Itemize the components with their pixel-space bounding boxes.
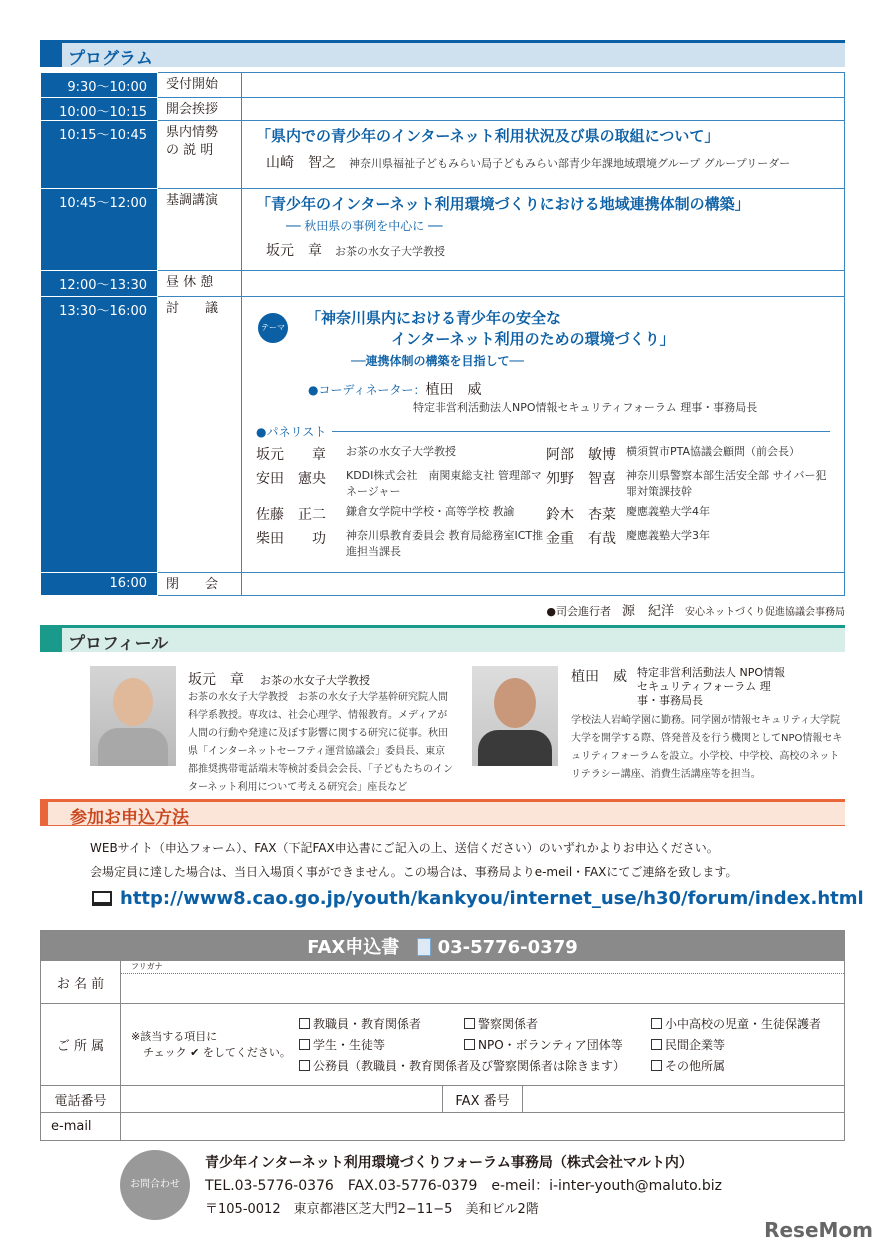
time: 10:00〜10:15 <box>41 98 158 121</box>
table-row <box>41 573 845 596</box>
panelist-affil: 慶應義塾大学4年 <box>626 505 710 518</box>
affiliation-label: ご 所 属 <box>41 1004 121 1086</box>
affiliation-options <box>299 1015 834 1074</box>
apply-text <box>90 836 737 884</box>
panelist-name: 金重 有哉 <box>546 531 616 547</box>
coordinator-label: ●コーディネーター： <box>308 383 426 397</box>
table-row <box>41 98 845 121</box>
session-label: 県内情勢 の 説 明 <box>158 121 242 189</box>
theme-subtitle: ──連携体制の構築を目指して── <box>351 354 524 368</box>
panelist-affil: 鎌倉女学院中学校・高等学校 教諭 <box>346 505 515 518</box>
session-label: 基調講演 <box>158 189 242 271</box>
contact-org: 青少年インターネット利用環境づくりフォーラム事務局（株式会社マルト内） <box>205 1155 693 1171</box>
profile-bio: お茶の水女子大学教授 お茶の水女子大学基幹研究院人間科学系教授。専攻は、社会心理学、情報教育。メディアが人間の行動や発達に及ぼす影響に関する研究に従事。秋田県「インターネットセーフティ運営協議会」委員長、東京都推奨携帯電話端末等検討委員会会長、「子どもたちのインターネット利用について考える研究会」座長など <box>188 692 453 793</box>
program-header <box>40 40 845 67</box>
email-label: e-mail <box>41 1113 121 1141</box>
mc-label: ●司会進行者 <box>546 605 611 618</box>
checkbox-option[interactable]: 小中高校の児童・生徒保護者 <box>651 1015 834 1032</box>
name-field[interactable] <box>121 961 845 1004</box>
checkbox-option[interactable]: NPO・ボランティア団体等 <box>464 1036 651 1053</box>
time: 9:30〜10:00 <box>41 73 158 98</box>
document-icon <box>417 938 431 956</box>
apply-line-2: 会場定員に達した場合は、当日入場頂く事ができません。この場合は、事務局よりe-meil・FAXにてご連絡を致します。 <box>90 865 738 879</box>
speaker-affil: 神奈川県福祉子どもみらい局子どもみらい部青少年課地域環境グループ グループリーダー <box>349 157 791 170</box>
mc-info <box>546 600 845 619</box>
panelist-label: ●パネリスト <box>256 425 327 439</box>
session-label: 昼 休 憩 <box>158 271 242 297</box>
header-bar <box>40 43 62 67</box>
checkbox-option[interactable]: 警察関係者 <box>464 1015 651 1032</box>
speaker: 坂元 章 <box>266 243 322 259</box>
time: 13:30〜16:00 <box>41 297 158 573</box>
fax-number: 03-5776-0379 <box>437 936 578 958</box>
time: 16:00 <box>41 573 158 596</box>
photo-sakamoto <box>90 666 176 766</box>
profile-heading: プロフィール <box>68 634 169 654</box>
profile-ueda <box>571 666 849 784</box>
furigana-label: フリガナ <box>121 961 844 974</box>
apply-header <box>40 799 845 826</box>
name-label: お 名 前 <box>41 961 121 1004</box>
apply-line-1: WEBサイト（申込フォーム）、FAX（下記FAX申込書にご記入の上、送信ください）のいずれかよりお申込ください。 <box>90 841 719 855</box>
resemom-logo: ReseMom <box>764 1218 873 1242</box>
profile-title: 特定非営利活動法人 NPO情報セキュリティフォーラム 理事・事務局長 <box>637 666 786 707</box>
program-heading: プログラム <box>68 49 153 69</box>
fax-form-title: FAX申込書 <box>307 936 400 958</box>
table-row <box>41 297 845 573</box>
coordinator-name: 植田 威 <box>425 382 482 398</box>
header-bar <box>40 628 62 652</box>
panelist-name: 安田 憲央 <box>256 471 326 487</box>
mc-name: 源 紀洋 <box>621 604 674 619</box>
contact-info <box>205 1152 722 1221</box>
theme-title-2: インターネット利用のための環境づくり」 <box>391 330 675 348</box>
time: 10:15〜10:45 <box>41 121 158 189</box>
panelist-name: 夘野 智喜 <box>546 471 616 487</box>
panelist-affil: お茶の水女子大学教授 <box>346 445 456 458</box>
note-2: チェック ✔ をしてください。 <box>143 1045 291 1059</box>
profile-name: 坂元 章 <box>188 672 244 688</box>
contact-address: 〒105-0012 東京都港区芝大門2−11−5 美和ビル2階 <box>205 1202 539 1217</box>
panelist-name: 阿部 敏博 <box>546 447 616 463</box>
panelist-affil: KDDI株式会社 南関東総支社 管理部マネージャー <box>346 469 542 498</box>
note-1: ※該当する項目に <box>131 1029 218 1043</box>
session-title: 「青少年のインターネット利用環境づくりにおける地域連携体制の構築」 <box>256 195 750 213</box>
session-label: 開会挨拶 <box>158 98 242 121</box>
table-row <box>41 121 845 189</box>
panelist-affil: 慶應義塾大学3年 <box>626 529 710 542</box>
panelist-affil: 横須賀市PTA協議会顧問（前会長） <box>626 445 801 458</box>
tel-field[interactable] <box>121 1086 443 1113</box>
fax-form <box>40 930 845 1141</box>
checkbox-option[interactable]: 学生・生徒等 <box>299 1036 464 1053</box>
fax-form-header <box>41 931 845 961</box>
apply-url-row <box>92 888 864 909</box>
checkbox-option[interactable]: 民間企業等 <box>651 1036 834 1053</box>
panelist-affil: 神奈川県教育委員会 教育局総務室ICT推進担当課長 <box>346 529 544 558</box>
program-table <box>40 72 845 596</box>
apply-url-link[interactable]: http://www8.cao.go.jp/youth/kankyou/internet_use/h30/forum/index.html <box>120 888 864 909</box>
mc-affil: 安心ネットづくり促進協議会事務局 <box>685 607 845 618</box>
profile-bio: 学校法人岩崎学園に勤務。同学園が情報セキュリティ大学院大学を開学する際、啓発普及を行う機関としてNPO情報セキュリティフォーラムを設立。小学校、中学校、高校のネットリテラシー講座、消費生活講座等を担当。 <box>571 715 843 780</box>
session-label: 閉 会 <box>158 573 242 596</box>
theme-title-1: 「神奈川県内における青少年の安全な <box>306 309 562 327</box>
header-bar <box>40 802 48 825</box>
photo-ueda <box>472 666 558 766</box>
checkbox-option[interactable]: 公務員（教職員・教育関係者及び警察関係者は除きます） <box>299 1057 651 1074</box>
profile-header <box>40 625 845 652</box>
panelist-name: 佐藤 正二 <box>256 507 326 523</box>
session-label: 受付開始 <box>158 73 242 98</box>
speaker: 山崎 智之 <box>266 155 336 171</box>
coordinator-affil: 特定非営利活動法人NPO情報セキュリティフォーラム 理事・事務局長 <box>413 401 758 414</box>
checkbox-option[interactable]: その他所属 <box>651 1057 834 1074</box>
table-row <box>41 189 845 271</box>
time: 12:00〜13:30 <box>41 271 158 297</box>
table-row <box>41 271 845 297</box>
session-title: 「県内での青少年のインターネット利用状況及び県の取組について」 <box>256 127 720 145</box>
time: 10:45〜12:00 <box>41 189 158 271</box>
panelist-name: 鈴木 杏菜 <box>546 507 616 523</box>
email-field[interactable] <box>121 1113 845 1141</box>
profile-name: 植田 威 <box>571 669 627 685</box>
profile-title: お茶の水女子大学教授 <box>260 674 371 687</box>
contact-tel: TEL.03-5776-0376 FAX.03-5776-0379 e-meil：i-inter-youth@maluto.biz <box>205 1178 723 1194</box>
theme-badge: テーマ <box>258 313 288 343</box>
tel-label: 電話番号 <box>41 1086 121 1113</box>
contact-badge: お問合わせ <box>120 1150 190 1220</box>
panelist-affil: 神奈川県警察本部生活安全部 サイバー犯罪対策課技幹 <box>626 469 827 498</box>
checkbox-option[interactable]: 教職員・教育関係者 <box>299 1015 464 1032</box>
session-label: 討 議 <box>158 297 242 573</box>
panelist-name: 柴田 功 <box>256 531 326 547</box>
table-row <box>41 73 845 98</box>
session-subtitle: ── 秋田県の事例を中心に ── <box>286 219 443 233</box>
fax-label: FAX 番号 <box>443 1086 523 1113</box>
panelist-list <box>256 444 830 560</box>
panelist-name: 坂元 章 <box>256 447 326 463</box>
computer-icon <box>92 891 112 906</box>
speaker-affil: お茶の水女子大学教授 <box>335 245 446 258</box>
profile-sakamoto <box>188 666 453 797</box>
apply-heading: 参加お申込方法 <box>70 808 189 828</box>
fax-field[interactable] <box>523 1086 845 1113</box>
